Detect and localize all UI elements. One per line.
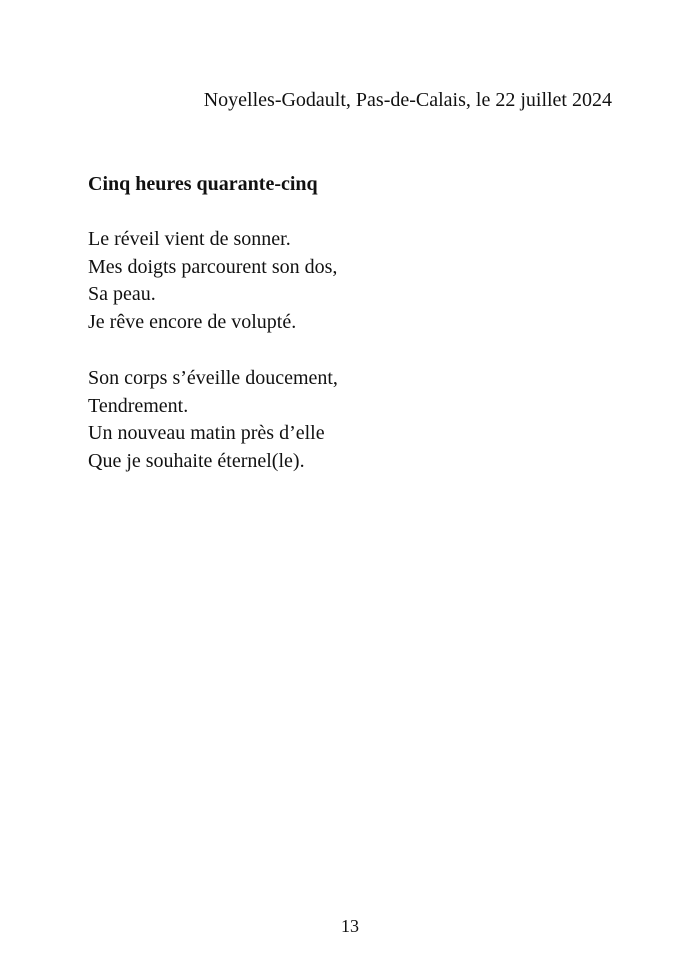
- verse-line: Le réveil vient de sonner.: [88, 228, 291, 250]
- verse-line: Que je souhaite éternel(le).: [88, 449, 305, 472]
- dateline: Noyelles-Godault, Pas-de-Calais, le 22 juillet 2024: [203, 89, 612, 111]
- stanza-2: [88, 365, 338, 475]
- stanza-1: [88, 226, 337, 336]
- verse-line: Un nouveau matin près d’elle: [88, 422, 325, 444]
- verse-line: Son corps s’éveille doucement,: [88, 367, 338, 389]
- verse-line: Je rêve encore de volupté.: [88, 310, 297, 333]
- page-number: 13: [341, 916, 359, 936]
- verse-line: Mes doigts parcourent son dos,: [88, 255, 338, 278]
- poem-title: Cinq heures quarante-cinq: [88, 173, 318, 195]
- verse-line: Sa peau.: [88, 283, 156, 305]
- verse-line: Tendrement.: [88, 394, 189, 417]
